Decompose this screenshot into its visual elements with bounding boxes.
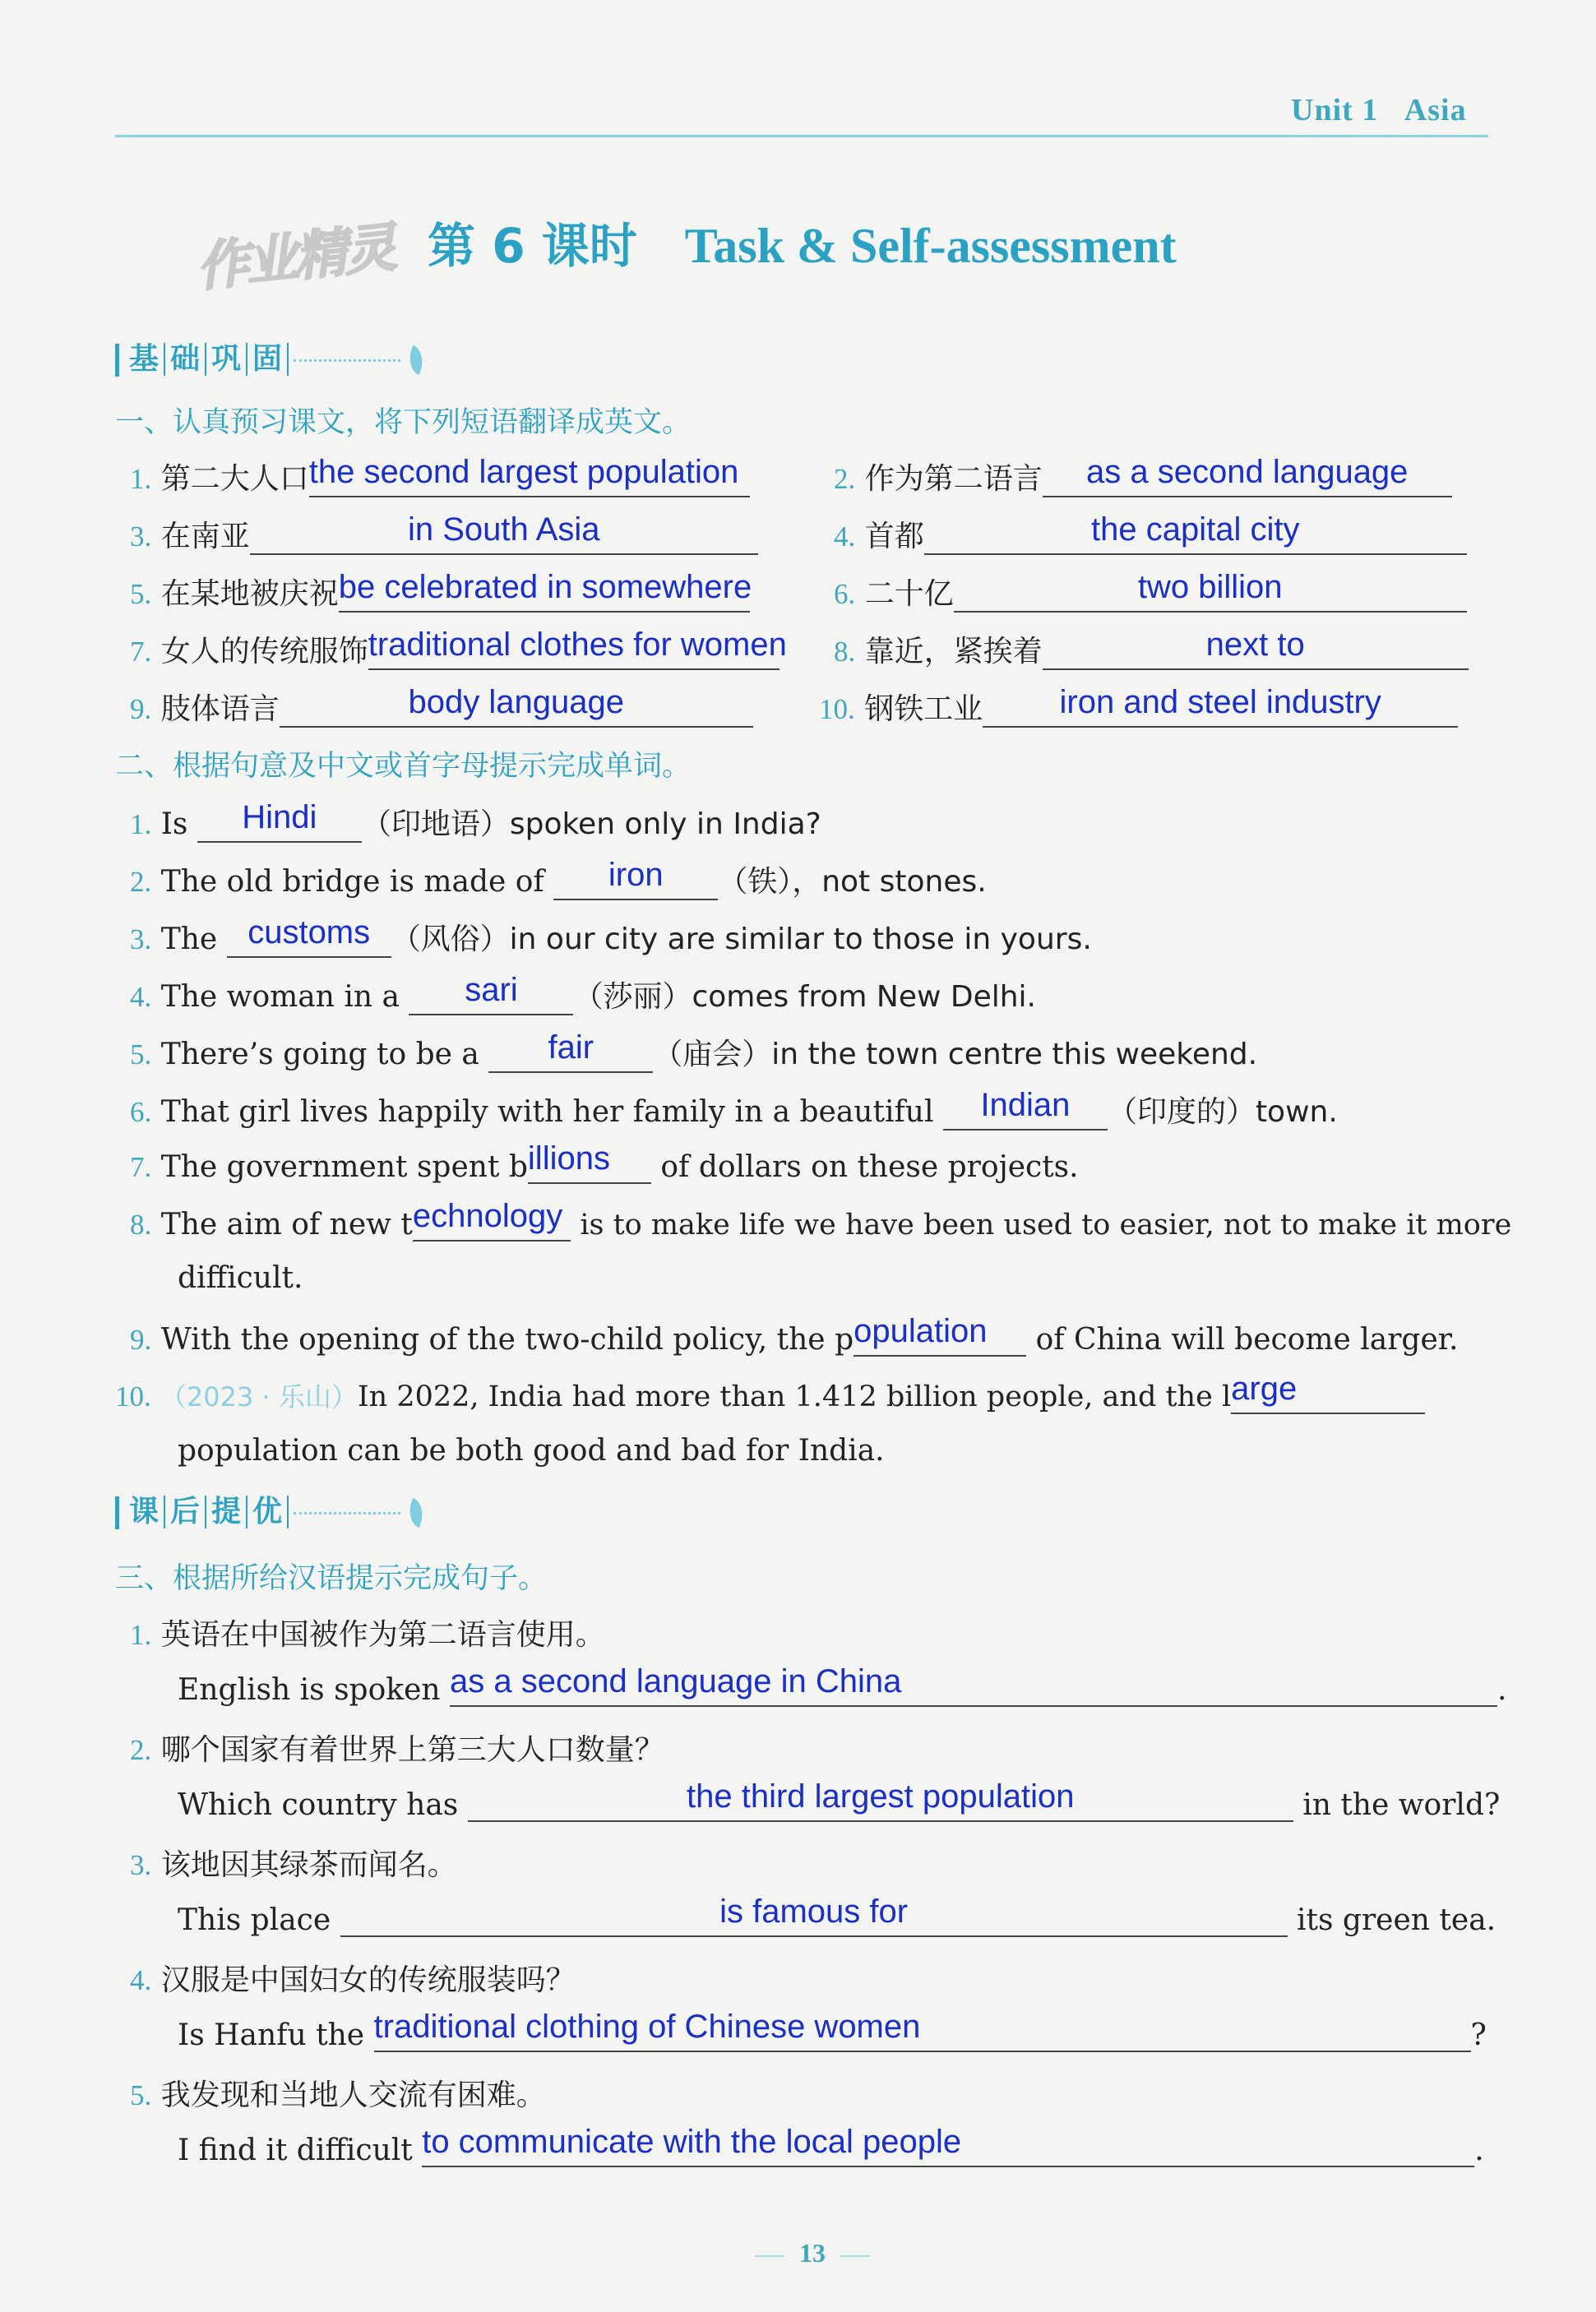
- answer-blank[interactable]: body language: [280, 690, 753, 728]
- answer-blank[interactable]: iron: [553, 862, 718, 900]
- answer-blank[interactable]: the third largest population: [468, 1784, 1293, 1822]
- answer-blank[interactable]: is famous for: [340, 1899, 1288, 1937]
- answer-blank[interactable]: sari: [409, 978, 573, 1015]
- part1-item-6: 6. 二十亿 two billion: [834, 571, 1467, 613]
- answer-blank[interactable]: to communicate with the local people: [422, 2129, 1474, 2167]
- part2-item-6: 6. That girl lives happily with her family in a beautiful Indian （印度的）town.: [130, 1087, 1338, 1129]
- part1-item-3: 3. 在南亚 in South Asia: [130, 513, 758, 555]
- answer-blank[interactable]: arge: [1231, 1376, 1425, 1414]
- part3-heading: 三、根据所给汉语提示完成句子。: [115, 1562, 548, 1595]
- answer-blank[interactable]: illions: [528, 1146, 651, 1184]
- part1-item-9: 9. 肢体语言 body language: [130, 686, 753, 728]
- section-badge-basic: 基 础 巩 固: [115, 342, 425, 377]
- part2-item-10-line2: population can be both good and bad for India.: [178, 1434, 885, 1468]
- answer-blank[interactable]: traditional clothing of Chinese women: [374, 2014, 1471, 2052]
- answer-blank[interactable]: next to: [1043, 632, 1469, 670]
- part3-item-5-cn: 5. 我发现和当地人交流有困难。: [130, 2078, 546, 2112]
- part3-item-2-cn: 2. 哪个国家有着世界上第三大人口数量？: [130, 1733, 664, 1767]
- part2-item-1: 1. Is Hindi （印地语）spoken only in India?: [130, 799, 821, 841]
- part2-item-10: 10. （2023 · 乐山）In 2022, India had more than 1.412 billion people, and the l arge: [115, 1376, 1425, 1414]
- answer-blank[interactable]: traditional clothes for women: [368, 632, 779, 670]
- answer-blank[interactable]: Hindi: [197, 805, 362, 843]
- part1-item-8: 8. 靠近，紧挨着 next to: [834, 628, 1469, 670]
- part2-item-8-line2: difficult.: [178, 1261, 303, 1295]
- running-header: [1291, 92, 1467, 128]
- lesson-title-en: Task & Self-assessment: [684, 219, 1177, 273]
- header-rule: [115, 135, 1488, 137]
- part2-item-2: 2. The old bridge is made of iron （铁），not stones.: [130, 857, 987, 899]
- part3-item-3: This place is famous for its green tea.: [178, 1894, 1497, 1937]
- watermark-logo: 作业精灵: [193, 217, 396, 299]
- header-topic: Asia: [1404, 93, 1467, 127]
- answer-blank[interactable]: the second largest population: [309, 460, 750, 497]
- answer-blank[interactable]: echnology: [413, 1204, 571, 1242]
- part2-item-8: 8. The aim of new t echnology is to make life we have been used to easier, not to make it more: [130, 1198, 1512, 1242]
- leaf-icon: [403, 345, 430, 375]
- section-badge-after-class: 课 后 提 优: [115, 1495, 425, 1529]
- answer-blank[interactable]: the capital city: [924, 517, 1467, 555]
- answer-blank[interactable]: as a second language in China: [450, 1669, 1497, 1707]
- lesson-title-cn: 第 6 课时: [428, 218, 637, 274]
- answer-blank[interactable]: be celebrated in somewhere: [339, 575, 750, 613]
- part1-item-7: 7. 女人的传统服饰 traditional clothes for women: [130, 627, 787, 668]
- answer-blank[interactable]: in South Asia: [250, 517, 758, 555]
- part2-item-3: 3. The customs （风俗）in our city are similar to those in yours.: [130, 914, 1092, 956]
- answer-blank[interactable]: iron and steel industry: [983, 690, 1458, 728]
- answer-blank[interactable]: two billion: [954, 575, 1467, 613]
- part2-item-5: 5. There’s going to be a fair （庙会）in the town centre this weekend.: [130, 1029, 1258, 1071]
- header-unit: Unit 1: [1291, 93, 1379, 127]
- part1-item-4: 4. 首都 the capital city: [834, 513, 1467, 555]
- part1-item-10: 10. 钢铁工业 iron and steel industry: [819, 686, 1458, 728]
- part3-item-5: I find it difficult to communicate with the local people .: [178, 2124, 1484, 2167]
- part1-heading: 一、认真预习课文，将下列短语翻译成英文。: [115, 406, 692, 439]
- part3-item-4-cn: 4. 汉服是中国妇女的传统服装吗？: [130, 1963, 576, 1997]
- part1-item-1: 1. 第二大人口 the second largest population: [130, 455, 750, 497]
- part2-item-7: 7. The government spent b illions of dollars on these projects.: [130, 1140, 1079, 1184]
- part3-item-1-cn: 1. 英语在中国被作为第二语言使用。: [130, 1618, 605, 1652]
- lesson-title: [428, 207, 1177, 276]
- part3-item-1: English is spoken as a second language in China .: [178, 1663, 1507, 1707]
- answer-blank[interactable]: Indian: [943, 1093, 1108, 1131]
- part2-item-9: 9. With the opening of the two-child policy, the p opulation of China will become larger.: [130, 1313, 1459, 1357]
- part1-item-5: 5. 在某地被庆祝 be celebrated in somewhere: [130, 569, 752, 611]
- part2-heading: 二、根据句意及中文或首字母提示完成单词。: [115, 750, 692, 783]
- answer-blank[interactable]: as a second language: [1043, 460, 1452, 497]
- answer-blank[interactable]: fair: [488, 1035, 653, 1073]
- part2-item-4: 4. The woman in a sari （莎丽）comes from New Delhi.: [130, 972, 1036, 1014]
- answer-blank[interactable]: customs: [227, 920, 391, 958]
- part3-item-4: Is Hanfu the traditional clothing of Chinese women ?: [178, 2009, 1487, 2052]
- leaf-icon: [403, 1498, 430, 1528]
- part1-item-2: 2. 作为第二语言 as a second language: [834, 455, 1452, 497]
- answer-blank[interactable]: opulation: [854, 1319, 1026, 1357]
- part3-item-2: Which country has the third largest population in the world?: [178, 1778, 1501, 1822]
- part3-item-3-cn: 3. 该地因其绿茶而闻名。: [130, 1848, 457, 1882]
- page-number: 13: [740, 2238, 885, 2268]
